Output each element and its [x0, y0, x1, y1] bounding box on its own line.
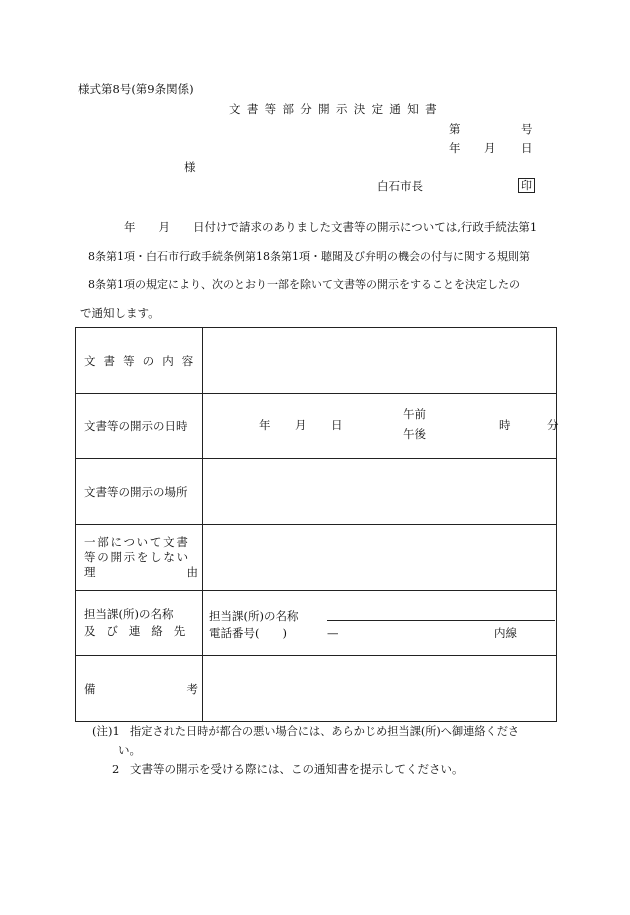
disclosure-table [75, 327, 557, 722]
remarks-bi: 備 [84, 681, 96, 696]
row-label-content [76, 328, 203, 394]
row-label-datetime-text: 文書等の開示の日時 [84, 419, 188, 433]
note-1-continuation: い。 [118, 743, 141, 757]
issue-date-day: 日 [521, 141, 533, 155]
row-label-contact-line2: 及び連絡先 [84, 624, 197, 638]
reason-yu: 由 [186, 565, 198, 579]
row-label-remarks [76, 656, 203, 722]
reason-ri: 理 [84, 565, 96, 579]
table-row [76, 656, 557, 722]
note-2-prefix: 2 [112, 762, 120, 776]
reason-cell[interactable] [203, 525, 557, 591]
table-row [76, 328, 557, 394]
contact-name-label: 担当課(所)の名称 [209, 609, 299, 623]
row-label-place [76, 459, 203, 525]
addressee-suffix: 様 [184, 160, 196, 174]
body-line-2: 8条第1項・白石市行政手続条例第18条第1項・聴聞及び弁明の機会の付与に関する規則第 [88, 250, 530, 263]
datetime-month: 月 [295, 418, 307, 432]
table-row [76, 525, 557, 591]
note-1-text: 指定された日時が都合の悪い場合には、あらかじめ担当課(所)へ御連絡くださ [130, 725, 520, 738]
doc-number-prefix: 第 [449, 122, 461, 136]
note-2-text: 文書等の開示を受ける際には、この通知書を提示してください。 [130, 762, 464, 776]
remarks-cell[interactable] [203, 656, 557, 722]
note-1-prefix: (注)1 [92, 724, 120, 738]
row-label-datetime [76, 394, 203, 459]
datetime-pm: 午後 [403, 427, 426, 441]
row-label-content-text: 文書等の内容 [84, 353, 202, 368]
doc-number-suffix: 号 [521, 122, 533, 136]
contact-cell[interactable] [203, 591, 557, 656]
body-line-3: 8条第1項の規定により、次のとおり一部を除いて文書等の開示をすることを決定したの [88, 278, 520, 291]
row-label-reason-line2: 等の開示をしない [84, 550, 190, 564]
contact-phone-label: 電話番号( ) [209, 626, 287, 640]
document-title: 文書等部分開示決定通知書 [229, 102, 443, 116]
datetime-minute: 分 [547, 418, 559, 432]
row-label-remarks-text [84, 681, 202, 697]
row-label-contact [76, 591, 203, 656]
row-label-reason-line1: 一部について文書 [84, 535, 190, 549]
body-line-1: 年 月 日付けで請求のありました文書等の開示については,行政手続法第1 [124, 220, 538, 234]
seal-mark [518, 178, 535, 193]
content-cell[interactable] [203, 328, 557, 394]
datetime-year: 年 [259, 418, 271, 432]
row-label-reason-line3 [84, 565, 202, 580]
place-cell[interactable] [203, 459, 557, 525]
contact-phone-dash: — [327, 626, 339, 640]
row-label-reason [76, 525, 203, 591]
seal-text: 印 [518, 178, 535, 193]
contact-name-line [327, 620, 555, 621]
contact-extension: 内線 [494, 626, 517, 640]
issue-date-year: 年 [449, 141, 461, 155]
datetime-day: 日 [331, 418, 343, 432]
table-row [76, 591, 557, 656]
datetime-cell[interactable] [203, 394, 557, 459]
datetime-am: 午前 [403, 407, 426, 421]
row-label-contact-line1: 担当課(所)の名称 [84, 607, 174, 621]
issuer-name: 白石市長 [377, 179, 423, 193]
table-row [76, 459, 557, 525]
table-row [76, 394, 557, 459]
body-line-4: で通知します。 [80, 306, 160, 320]
remarks-kou: 考 [186, 681, 198, 696]
issue-date-month: 月 [484, 141, 496, 155]
datetime-hour: 時 [499, 418, 511, 432]
form-number: 様式第8号(第9条関係) [78, 82, 194, 96]
row-label-place-text: 文書等の開示の場所 [84, 484, 188, 499]
